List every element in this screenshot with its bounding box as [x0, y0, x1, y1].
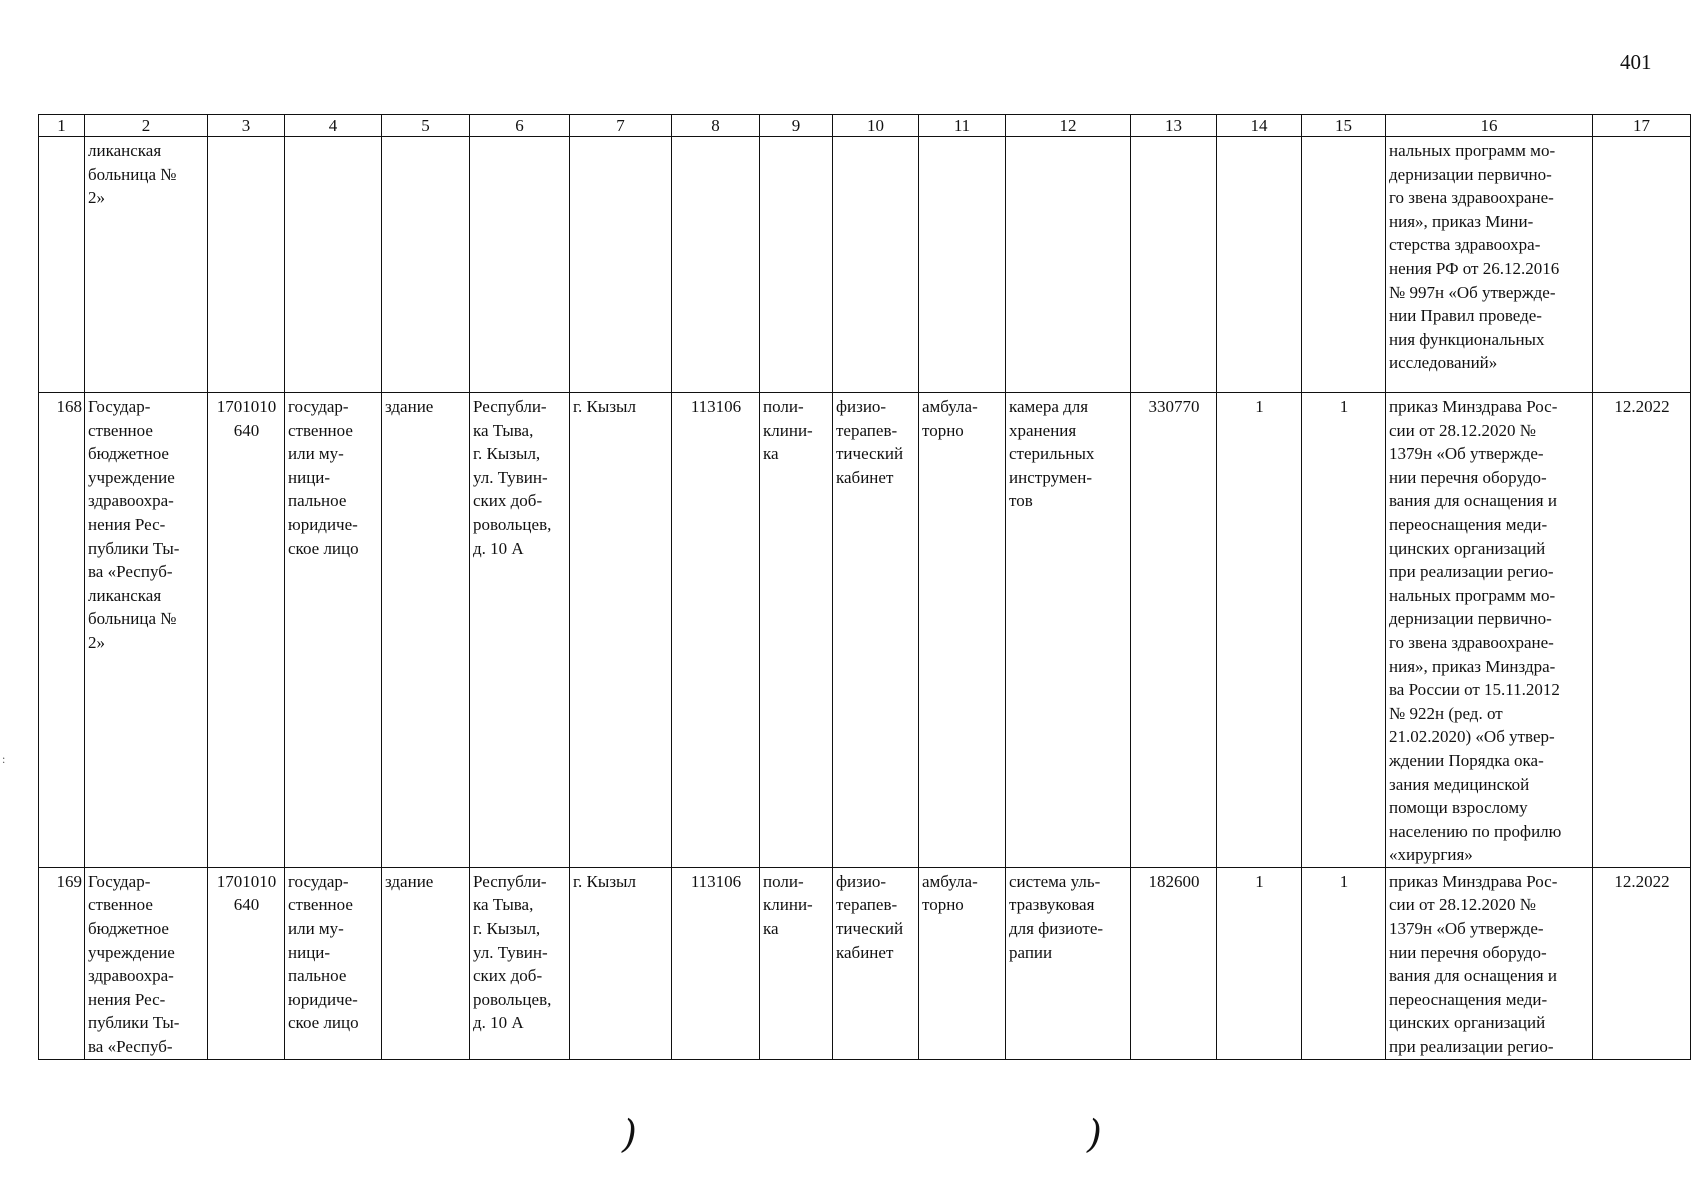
- column-header: 1: [39, 115, 85, 137]
- cell-address: Республи- ка Тыва, г. Кызыл, ул. Тувин- ских доб- ровольцев, д. 10 А: [470, 393, 570, 868]
- column-header: 2: [85, 115, 208, 137]
- column-header: 17: [1593, 115, 1691, 137]
- cell-owner-type: государ- ственное или му- ници- пальное юридиче- ское лицо: [285, 393, 382, 868]
- cell-number: [39, 137, 85, 393]
- column-header: 15: [1302, 115, 1386, 137]
- cell-number: 169: [39, 867, 85, 1059]
- cell-date: 12.2022: [1593, 393, 1691, 868]
- cell-care-condition: амбула- торно: [919, 393, 1006, 868]
- column-header: 8: [672, 115, 760, 137]
- column-header: 7: [570, 115, 672, 137]
- column-header: 14: [1217, 115, 1302, 137]
- cell-equipment-code: 182600: [1131, 867, 1217, 1059]
- cell-object-type: здание: [382, 393, 470, 868]
- pen-mark: ): [1087, 1112, 1102, 1156]
- cell-settlement: г. Кызыл: [570, 393, 672, 868]
- cell-institution: Государ- ственное бюджетное учреждение здравоохра- нения Рес- публики Ты- ва «Респуб-: [85, 867, 208, 1059]
- cell-quantity: 1: [1302, 393, 1386, 868]
- cell-settlement: г. Кызыл: [570, 867, 672, 1059]
- cell-legal-basis: приказ Минздрава Рос- сии от 28.12.2020 № 1379н «Об утвержде- нии перечня оборудо- вания для оснащения и переоснащения меди- цинских организаций при реализации регио- нальных программ мо- дернизации первично- го звена здравоохране- ния», приказ Минздра- ва России от 15.11.2012 № 922н (ред. от 21.02.2020) «Об утвер- ждении Порядка ока- зания медицинской помощи взрослому населению по профилю «хирургия»: [1386, 393, 1593, 868]
- scan-mark: :: [2, 752, 6, 766]
- cell-inn: 1701010 640: [208, 393, 285, 868]
- page-number: 401: [1620, 50, 1652, 74]
- cell-code: 113106: [672, 393, 760, 868]
- cell-inn: 1701010 640: [208, 867, 285, 1059]
- column-number-row: [39, 115, 1691, 137]
- column-header: 11: [919, 115, 1006, 137]
- column-header: 16: [1386, 115, 1593, 137]
- column-header: 12: [1006, 115, 1131, 137]
- cell-unit: поли- клини- ка: [760, 867, 833, 1059]
- column-header: 4: [285, 115, 382, 137]
- cell-object-type: здание: [382, 867, 470, 1059]
- cell-unit: поли- клини- ка: [760, 393, 833, 868]
- cell-equipment-code: 330770: [1131, 393, 1217, 868]
- cell-owner-type: государ- ственное или му- ници- пальное юридиче- ское лицо: [285, 867, 382, 1059]
- cell-legal-basis: приказ Минздрава Рос- сии от 28.12.2020 № 1379н «Об утвержде- нии перечня оборудо- вания для оснащения и переоснащения меди- цинских организаций при реализации регио-: [1386, 867, 1593, 1059]
- cell-quantity: 1: [1302, 867, 1386, 1059]
- cell-equipment: камера для хранения стерильных инструмен- тов: [1006, 393, 1131, 868]
- column-header: 10: [833, 115, 919, 137]
- cell-legal-basis: нальных программ мо- дернизации первично- го звена здравоохране- ния», приказ Мини- стерства здравоохра- нения РФ от 26.12.2016 № 997н «Об утвержде- нии Правил проведе- ния функциональных исследований»: [1386, 137, 1593, 393]
- cell-institution: ликанская больница № 2»: [85, 137, 208, 393]
- cell-address: Республи- ка Тыва, г. Кызыл, ул. Тувин- ских доб- ровольцев, д. 10 А: [470, 867, 570, 1059]
- column-header: 3: [208, 115, 285, 137]
- column-header: 13: [1131, 115, 1217, 137]
- cell-department: физио- терапев- тический кабинет: [833, 867, 919, 1059]
- cell-code: 113106: [672, 867, 760, 1059]
- cell-care-condition: амбула- торно: [919, 867, 1006, 1059]
- cell-number: 168: [39, 393, 85, 868]
- column-header: 5: [382, 115, 470, 137]
- cell-institution: Государ- ственное бюджетное учреждение здравоохра- нения Рес- публики Ты- ва «Респуб- ликанская больница № 2»: [85, 393, 208, 868]
- cell-department: физио- терапев- тический кабинет: [833, 393, 919, 868]
- register-table: [38, 114, 1691, 1060]
- table-row: [39, 393, 1691, 868]
- column-header: 6: [470, 115, 570, 137]
- cell-date: 12.2022: [1593, 867, 1691, 1059]
- cell-quantity: 1: [1217, 393, 1302, 868]
- column-header: 9: [760, 115, 833, 137]
- cell-equipment: система уль- тразвуковая для физиоте- рапии: [1006, 867, 1131, 1059]
- cell-quantity: 1: [1217, 867, 1302, 1059]
- continuation-row: [39, 137, 1691, 393]
- table-row: [39, 867, 1691, 1059]
- pen-mark: ): [622, 1112, 637, 1156]
